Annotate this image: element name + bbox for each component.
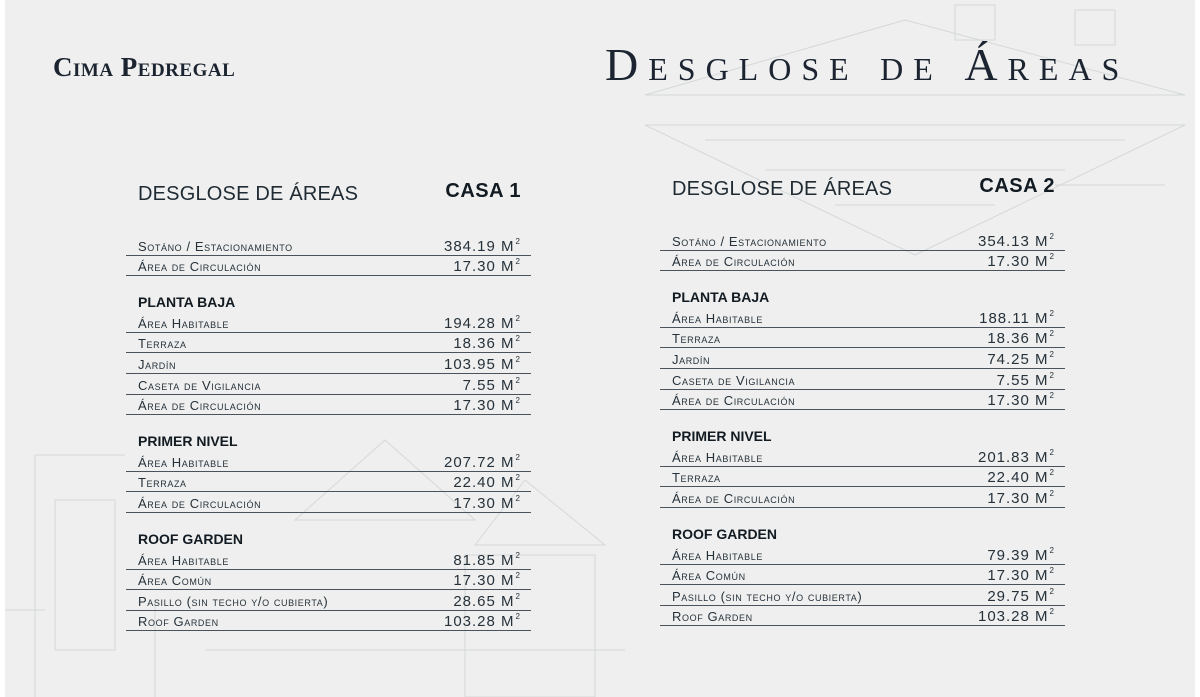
area-number: 18.36	[987, 330, 1030, 348]
panel-heading: DESGLOSE DE ÁREAS	[138, 183, 359, 205]
area-number: 17.30	[453, 397, 496, 415]
area-number: 17.30	[987, 489, 1030, 507]
area-value	[978, 448, 1055, 466]
brand-name: Cima Pedregal	[53, 52, 236, 82]
area-unit-exponent: 2	[515, 612, 521, 622]
area-unit: M	[1035, 469, 1049, 487]
area-number: 103.28	[977, 608, 1030, 626]
area-row	[126, 235, 531, 256]
area-row	[660, 390, 1065, 411]
area-value	[453, 257, 521, 275]
area-value	[987, 489, 1055, 507]
area-number: 17.30	[987, 567, 1030, 585]
area-row	[660, 307, 1065, 328]
area-label: Terraza	[672, 331, 721, 347]
area-unit: M	[1035, 232, 1049, 250]
area-unit-exponent: 2	[1049, 488, 1055, 498]
area-unit: M	[501, 397, 515, 415]
area-number: 103.28	[443, 613, 496, 631]
area-label: Caseta de Vigilancia	[672, 372, 796, 388]
section-title: PLANTA BAJA	[138, 294, 236, 311]
area-number: 103.95	[443, 355, 496, 373]
area-unit-exponent: 2	[515, 396, 521, 406]
area-row	[660, 467, 1065, 488]
house-name: CASA 1	[445, 180, 521, 202]
area-number: 81.85	[453, 551, 496, 569]
area-label: Sotáno / Estacionamiento	[672, 233, 827, 249]
area-row	[126, 451, 531, 472]
area-label: Jardín	[138, 356, 177, 372]
area-unit: M	[1035, 489, 1049, 507]
area-number: 17.30	[453, 572, 496, 590]
area-number: 17.30	[987, 253, 1030, 271]
area-unit-exponent: 2	[515, 571, 521, 581]
area-unit-exponent: 2	[1049, 607, 1055, 617]
area-label: Área Común	[672, 568, 746, 584]
area-value	[978, 232, 1055, 250]
area-row	[126, 611, 531, 632]
area-number: 22.40	[453, 474, 496, 492]
area-label: Área Habitable	[138, 315, 229, 331]
area-unit-exponent: 2	[1049, 566, 1055, 576]
area-unit: M	[1035, 587, 1049, 605]
area-number: 7.55	[462, 376, 496, 394]
area-label: Área de Circulación	[138, 398, 262, 414]
area-row	[660, 606, 1065, 627]
area-value	[987, 391, 1055, 409]
area-unit-exponent: 2	[515, 313, 521, 323]
area-value	[987, 329, 1055, 347]
area-unit: M	[1035, 546, 1049, 564]
page	[5, 0, 1195, 697]
area-row	[126, 590, 531, 611]
area-unit-exponent: 2	[515, 493, 521, 503]
area-row	[126, 353, 531, 374]
area-label: Roof Garden	[672, 609, 753, 625]
area-unit-exponent: 2	[515, 550, 521, 560]
area-label: Terraza	[138, 475, 187, 491]
area-value	[453, 396, 521, 414]
areas-panel-casa-1	[126, 180, 531, 631]
panel-heading: DESGLOSE DE ÁREAS	[672, 178, 893, 200]
area-value	[987, 587, 1055, 605]
area-label: Área de Circulación	[672, 254, 796, 270]
spacer	[126, 415, 531, 431]
area-row	[126, 492, 531, 513]
area-label: Pasillo (sin techo y/o cubierta)	[672, 588, 863, 604]
area-label: Caseta de Vigilancia	[138, 377, 262, 393]
area-unit-exponent: 2	[1049, 447, 1055, 457]
section-title: PRIMER NIVEL	[138, 433, 238, 450]
area-value	[453, 571, 521, 589]
area-unit: M	[501, 551, 515, 569]
area-unit-exponent: 2	[1049, 391, 1055, 401]
area-value	[444, 612, 521, 630]
area-value	[978, 607, 1055, 625]
area-value	[987, 350, 1055, 368]
area-row	[126, 333, 531, 354]
area-unit-exponent: 2	[1049, 586, 1055, 596]
area-value	[987, 468, 1055, 486]
area-label: Área Habitable	[672, 310, 763, 326]
area-value	[444, 355, 521, 373]
area-row	[660, 585, 1065, 606]
area-label: Jardín	[672, 351, 711, 367]
area-number: 7.55	[996, 371, 1030, 389]
area-unit: M	[501, 592, 515, 610]
area-unit: M	[501, 355, 515, 373]
section-title: ROOF GARDEN	[672, 525, 777, 542]
area-value	[444, 237, 521, 255]
area-row	[126, 395, 531, 416]
area-value	[453, 334, 521, 352]
area-value	[453, 473, 521, 491]
area-unit: M	[501, 474, 515, 492]
area-label: Terraza	[138, 336, 187, 352]
section-title: PRIMER NIVEL	[672, 428, 772, 445]
area-number: 22.40	[987, 469, 1030, 487]
area-unit: M	[501, 613, 515, 631]
area-unit: M	[1035, 253, 1049, 271]
area-number: 207.72	[443, 453, 496, 471]
area-number: 29.75	[987, 587, 1030, 605]
area-unit: M	[1035, 371, 1049, 389]
area-unit: M	[1035, 608, 1049, 626]
area-label: Roof Garden	[138, 614, 219, 630]
page-title: Desglose de Áreas	[605, 39, 1130, 90]
panel-header	[126, 180, 531, 213]
house-name: CASA 2	[979, 175, 1055, 197]
area-number: 17.30	[987, 392, 1030, 410]
area-unit: M	[501, 237, 515, 255]
area-value	[987, 252, 1055, 270]
area-unit: M	[501, 376, 515, 394]
area-unit-exponent: 2	[515, 354, 521, 364]
area-label: Área Habitable	[138, 552, 229, 568]
area-row	[660, 565, 1065, 586]
area-label: Área Habitable	[138, 454, 229, 470]
area-unit-exponent: 2	[1049, 308, 1055, 318]
area-label: Terraza	[672, 470, 721, 486]
area-row	[660, 328, 1065, 349]
area-label: Área Común	[138, 573, 212, 589]
spacer	[660, 410, 1065, 426]
area-label: Área de Circulación	[672, 490, 796, 506]
area-unit: M	[1035, 350, 1049, 368]
area-row	[126, 312, 531, 333]
area-value	[979, 309, 1055, 327]
area-unit: M	[501, 453, 515, 471]
area-number: 201.83	[977, 448, 1030, 466]
area-unit-exponent: 2	[515, 452, 521, 462]
area-row	[660, 544, 1065, 565]
area-unit-exponent: 2	[515, 473, 521, 483]
area-unit: M	[1035, 448, 1049, 466]
area-label: Área Habitable	[672, 547, 763, 563]
area-unit: M	[1035, 330, 1049, 348]
area-unit-exponent: 2	[1049, 349, 1055, 359]
area-number: 188.11	[979, 309, 1030, 327]
area-number: 17.30	[453, 494, 496, 512]
area-unit-exponent: 2	[1049, 252, 1055, 262]
area-unit-exponent: 2	[515, 236, 521, 246]
area-unit-exponent: 2	[1049, 545, 1055, 555]
area-label: Área de Circulación	[138, 495, 262, 511]
spacer	[660, 508, 1065, 524]
area-unit: M	[501, 314, 515, 332]
area-row	[126, 472, 531, 493]
section-title: ROOF GARDEN	[138, 530, 243, 547]
area-value	[997, 371, 1055, 389]
area-row	[126, 570, 531, 591]
area-unit: M	[1035, 392, 1049, 410]
area-row	[660, 230, 1065, 251]
spacer	[660, 271, 1065, 287]
spacer	[660, 208, 1065, 230]
area-unit: M	[1035, 567, 1049, 585]
area-row	[660, 348, 1065, 369]
area-row	[660, 446, 1065, 467]
area-unit: M	[501, 335, 515, 353]
area-unit-exponent: 2	[515, 591, 521, 601]
spacer	[126, 213, 531, 235]
area-label: Sotáno / Estacionamiento	[138, 238, 293, 254]
area-value	[453, 592, 521, 610]
spacer	[126, 513, 531, 529]
area-value	[987, 566, 1055, 584]
spacer	[126, 276, 531, 292]
area-value	[444, 453, 521, 471]
area-number: 74.25	[987, 350, 1030, 368]
area-value	[987, 546, 1055, 564]
area-number: 17.30	[453, 258, 496, 276]
area-row	[126, 549, 531, 570]
areas-panel-casa-2	[660, 175, 1065, 626]
area-unit-exponent: 2	[515, 334, 521, 344]
area-number: 384.19	[443, 237, 496, 255]
area-row	[660, 487, 1065, 508]
area-number: 194.28	[443, 314, 496, 332]
area-number: 18.36	[453, 335, 496, 353]
area-label: Área Habitable	[672, 449, 763, 465]
area-number: 79.39	[987, 546, 1030, 564]
area-row	[126, 374, 531, 395]
area-unit: M	[501, 572, 515, 590]
area-unit: M	[501, 494, 515, 512]
section-title: PLANTA BAJA	[672, 289, 770, 306]
area-unit-exponent: 2	[1049, 370, 1055, 380]
area-unit-exponent: 2	[1049, 468, 1055, 478]
area-number: 354.13	[977, 232, 1030, 250]
area-label: Área de Circulación	[672, 393, 796, 409]
area-value	[453, 551, 521, 569]
area-value	[453, 494, 521, 512]
area-unit-exponent: 2	[1049, 329, 1055, 339]
area-label: Pasillo (sin techo y/o cubierta)	[138, 593, 329, 609]
panel-header	[660, 175, 1065, 208]
area-unit: M	[501, 258, 515, 276]
area-value	[444, 314, 521, 332]
area-row	[660, 369, 1065, 390]
area-unit: M	[1035, 309, 1049, 327]
area-row	[126, 256, 531, 277]
area-number: 28.65	[453, 592, 496, 610]
area-unit-exponent: 2	[515, 375, 521, 385]
area-unit-exponent: 2	[515, 257, 521, 267]
area-label: Área de Circulación	[138, 259, 262, 275]
area-value	[463, 376, 521, 394]
area-unit-exponent: 2	[1049, 231, 1055, 241]
area-row	[660, 251, 1065, 272]
